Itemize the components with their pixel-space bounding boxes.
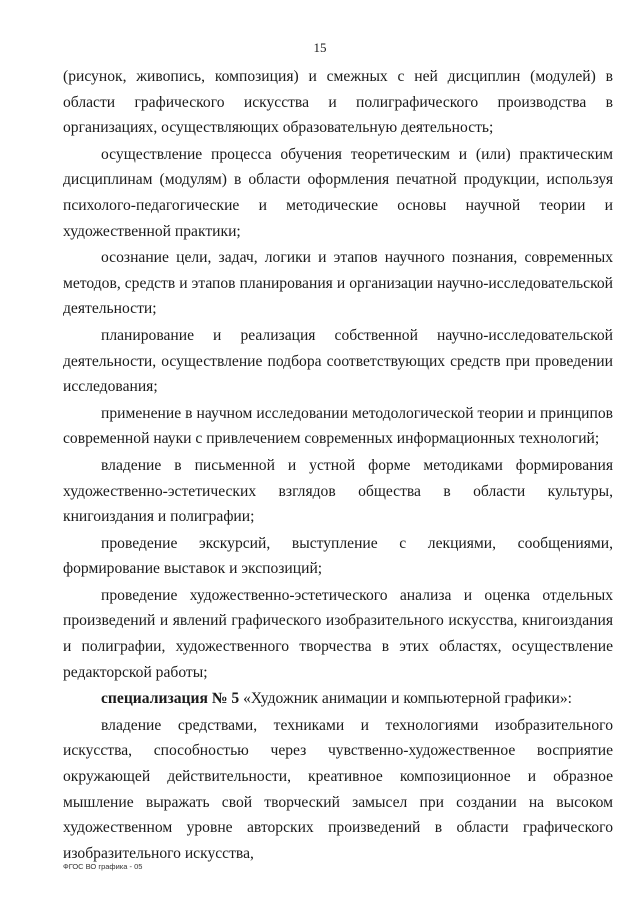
document-body <box>63 64 613 866</box>
page-number: 15 <box>313 40 327 55</box>
paragraph: осознание цели, задач, логики и этапов научного познания, современных методов, средств и этапов планирования и организации научно-исследовательской деятельности; <box>63 249 613 318</box>
paragraph: владение средствами, техниками и технологиями изобразительного искусства, способностью через чувственно-художественное восприятие окружающей действительности, креативное композиционное и образное мышление выражать свой творческий замысел при создании на высоком художественном уровне авторских произведений в области графического изобразительного искусства, <box>63 716 613 862</box>
paragraph: владение в письменной и устной форме методиками формирования художественно-эстетических взглядов общества в области культуры, книгоиздания и полиграфии; <box>63 456 613 526</box>
paragraph: применение в научном исследовании методологической теории и принципов современной науки с привлечением современных информационных технологий; <box>63 404 613 448</box>
paragraph: осуществление процесса обучения теоретическим и (или) практическим дисциплинам (модулям) в области оформления печатной продукции, используя психолого-педагогические и методические основы научной теории и художественной практики; <box>63 145 613 240</box>
footer-doc-code: ФГОС ВО графика - 05 <box>63 862 143 871</box>
specialization-heading <box>63 686 613 712</box>
paragraph: проведение художественно-эстетического анализа и оценка отдельных произведений и явлений графического изобразительного искусства, книгоиздания и полиграфии, художественного творчества в этих областях, осуществление редакторской работы; <box>63 586 613 681</box>
paragraph-continuation: (рисунок, живопись, композиция) и смежных с ней дисциплин (модулей) в области графического искусства и полиграфического производства в организациях, осуществляющих образовательную деятельность; <box>63 68 613 137</box>
specialization-title: «Художник анимации и компьютерной графики»: <box>243 690 572 708</box>
specialization-label: специализация № 5 <box>101 690 240 708</box>
paragraph: проведение экскурсий, выступление с лекциями, сообщениями, формирование выставок и экспозиций; <box>63 534 613 578</box>
paragraph: планирование и реализация собственной научно-исследовательской деятельности, осуществление подбора соответствующих средств при проведении исследования; <box>63 326 613 396</box>
